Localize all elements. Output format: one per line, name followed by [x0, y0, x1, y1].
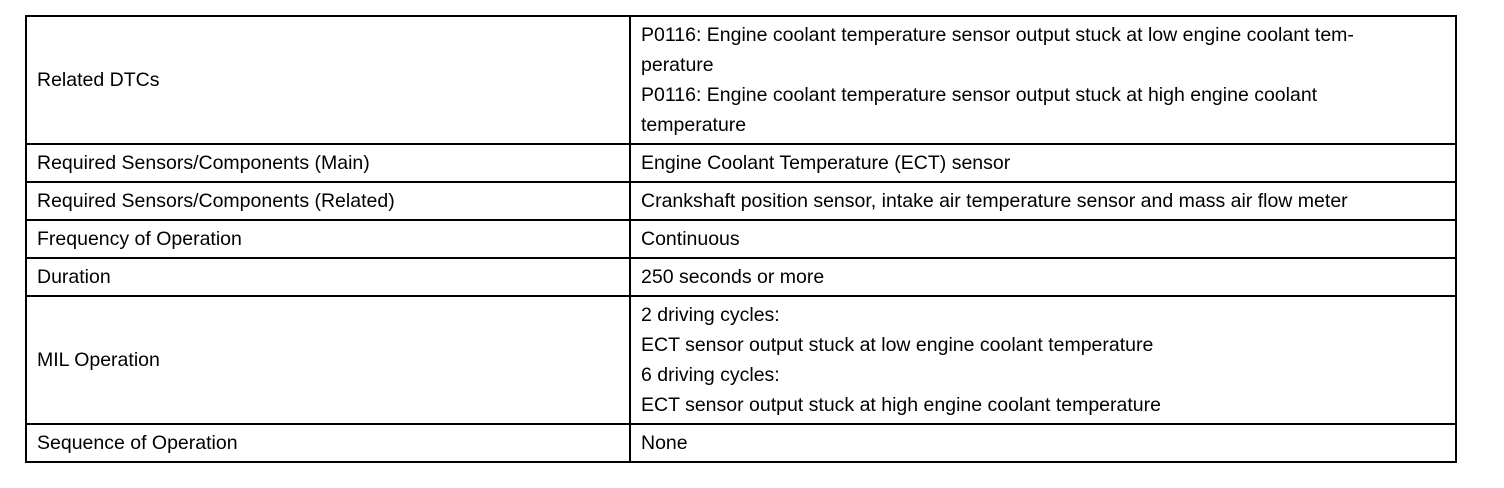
row-value [630, 424, 1456, 462]
row-label: Related DTCs [26, 16, 630, 144]
table-row-duration [26, 258, 1456, 296]
value-line: Engine Coolant Temperature (ECT) sensor [641, 152, 1011, 174]
value-line: ECT sensor output stuck at low engine coolant temperature [641, 334, 1154, 356]
row-value [630, 220, 1456, 258]
row-value [630, 16, 1456, 144]
value-line: 2 driving cycles: [641, 304, 780, 326]
row-label: Required Sensors/Components (Related) [26, 182, 630, 220]
row-value [630, 258, 1456, 296]
value-line: Crankshaft position sensor, intake air temperature sensor and mass air flow meter [641, 190, 1348, 212]
row-label: MIL Operation [26, 296, 630, 424]
value-line: P0116: Engine coolant temperature sensor output stuck at low engine coolant tem- [641, 24, 1354, 46]
row-label: Required Sensors/Components (Main) [26, 144, 630, 182]
table-row-main-components [26, 144, 1456, 182]
table-row-sequence [26, 424, 1456, 462]
row-value [630, 182, 1456, 220]
row-label: Duration [26, 258, 630, 296]
value-line: Continuous [641, 228, 740, 250]
value-line: ECT sensor output stuck at high engine coolant temperature [641, 394, 1161, 416]
monitor-spec-table [25, 15, 1457, 463]
row-value [630, 144, 1456, 182]
row-value [630, 296, 1456, 424]
row-label: Sequence of Operation [26, 424, 630, 462]
table-row-related-dtcs [26, 16, 1456, 144]
value-line: 250 seconds or more [641, 266, 825, 288]
value-line: P0116: Engine coolant temperature sensor output stuck at high engine coolant [641, 84, 1318, 106]
value-line: None [641, 432, 688, 454]
row-label: Frequency of Operation [26, 220, 630, 258]
value-line: perature [641, 54, 714, 76]
table-row-mil-operation [26, 296, 1456, 424]
table-row-related-components [26, 182, 1456, 220]
table-row-frequency [26, 220, 1456, 258]
value-line: 6 driving cycles: [641, 364, 780, 386]
value-line: temperature [641, 114, 747, 136]
